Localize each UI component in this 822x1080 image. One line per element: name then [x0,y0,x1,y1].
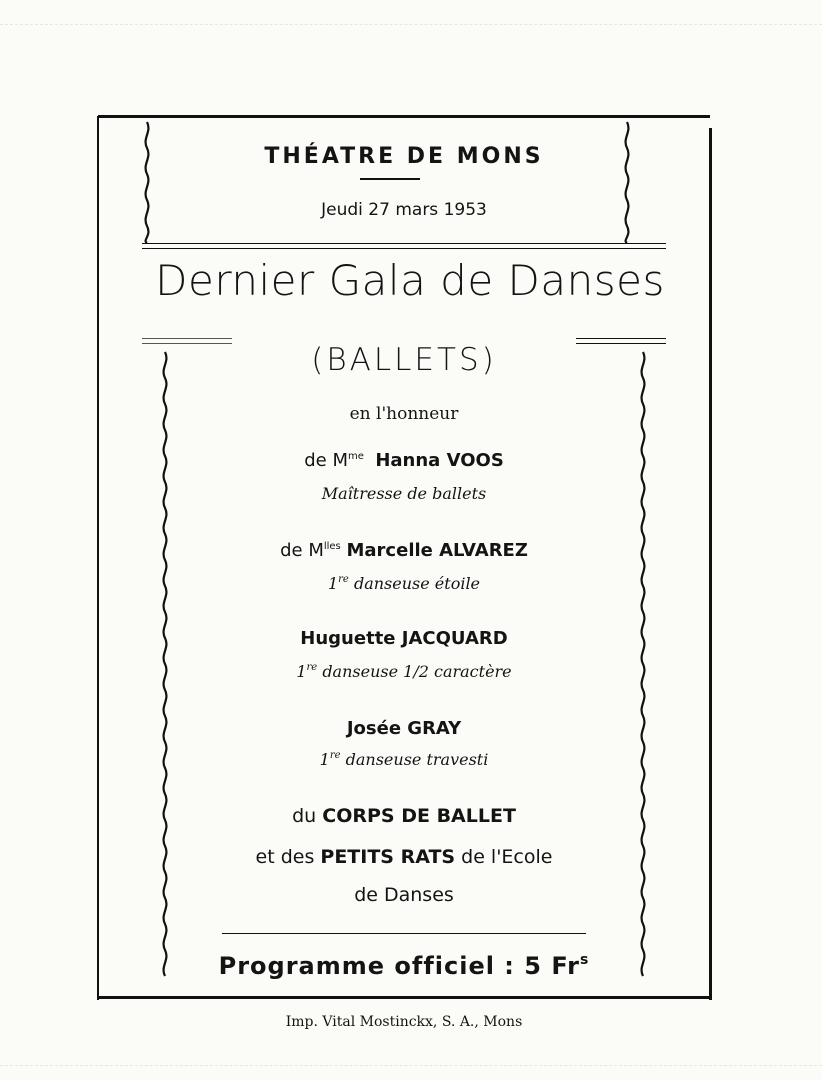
corps-line-3: de Danses [354,884,454,906]
dancer-2-role-sup: re [338,574,349,585]
scan-edge-bottom [0,1065,822,1080]
corps-line-2-post: de l'Ecole [455,846,553,868]
dancer-3-role-text: danseuse 1/2 caractère [322,662,512,681]
dancer-1-prefix: de [304,450,333,471]
dancer-4-role-text: danseuse travesti [345,750,489,769]
corps-line-2 [98,846,710,868]
dancer-1-title-sup: me [347,451,364,462]
dancer-1-role: Maîtresse de ballets [321,484,487,503]
dancer-2-role: 1re danseuse étoile [327,574,481,593]
dancer-3-role: 1re danseuse 1/2 caractère [296,662,512,681]
theatre-title: THÉATRE DE MONS [264,144,544,169]
honour-line: en l'honneur [349,404,459,424]
programme-rule [222,933,586,934]
ballets-rule-left-1 [142,338,232,339]
ballets-rule-right-1 [576,338,666,339]
performance-date: Jeudi 27 mars 1953 [321,200,487,220]
dancer-3-fullname: Huguette JACQUARD [300,628,508,649]
ballets-subtitle: (BALLETS) [311,342,497,378]
corps-line-1 [98,805,710,827]
petits-rats: PETITS RATS [320,846,456,868]
header-double-rule-1 [142,243,666,244]
dancer-3-name [98,628,710,649]
dancer-2-name [98,540,710,561]
programme-sup: s [580,952,590,968]
theatre-underline [360,178,420,180]
frame-bottom-rule [98,996,712,999]
dancer-2-title: M [308,540,324,561]
ornament-wave-left-top [140,120,154,245]
programme-text: Programme officiel : 5 Fr [218,952,581,980]
dancer-4-role-sup: re [329,750,341,761]
ornament-wave-right-top [620,120,634,245]
dancer-2-role-text: danseuse étoile [353,574,481,593]
dancer-2-prefix: de [280,540,309,561]
dancer-1-name [98,450,710,471]
dancer-2-fullname: Marcelle ALVAREZ [346,540,528,561]
corps-line-2-pre: et des [255,846,321,868]
dancer-1-title: M [332,450,348,471]
frame-right-rule [709,128,712,1000]
dancer-1-fullname: Hanna VOOS [375,450,504,471]
printer-imprint: Imp. Vital Mostinckx, S. A., Mons [285,1014,523,1030]
programme-price [98,952,710,980]
dancer-4-name [98,718,710,739]
corps-line-1-pre: du [292,805,323,827]
scan-edge-top [0,0,822,25]
dancer-4-role: 1re danseuse travesti [319,750,489,769]
dancer-4-fullname: Josée GRAY [346,718,462,739]
dancer-3-role-sup: re [306,662,318,673]
header-double-rule-2 [142,248,666,249]
dancer-2-title-sup: lles [323,541,341,552]
frame-top-rule [98,115,710,118]
gala-title: Dernier Gala de Danses [155,256,665,305]
corps-de-ballet: CORPS DE BALLET [322,805,516,827]
